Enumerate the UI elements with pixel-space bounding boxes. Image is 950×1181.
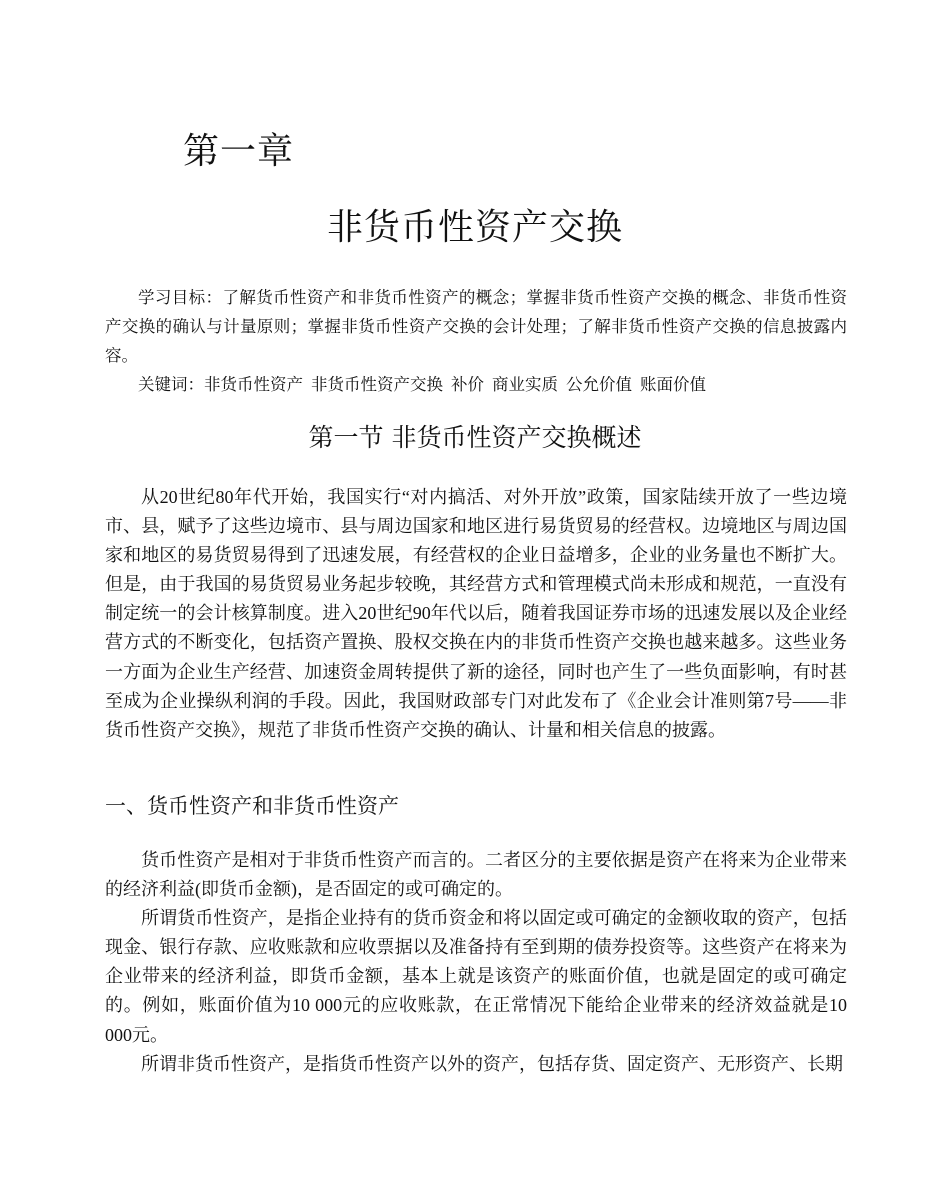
keyword-item: 商业实质 xyxy=(492,375,558,394)
section-title: 第一节 非货币性资产交换概述 xyxy=(308,423,642,452)
learning-objectives xyxy=(105,283,847,370)
body-paragraph: 从20世纪80年代开始，我国实行“对内搞活、对外开放”政策，国家陆续开放了一些边境市、县，赋予了这些边境市、县与周边国家和地区进行易货贸易的经营权。边境地区与周边国家和地区的易货贸易得到了迅速发展，有经营权的企业日益增多，企业的业务量也不断扩大。但是，由于我国的易货贸易业务起步较晚，其经营方式和管理模式尚未形成和规范，一直没有制定统一的会计核算制度。进入20世纪90年代以后，随着我国证券市场的迅速发展以及企业经营方式的不断变化，包括资产置换、股权交换在内的非货币性资产交换也越来越多。这些业务一方面为企业生产经营、加速资金周转提供了新的途径，同时也产生了一些负面影响，有时甚至成为企业操纵利润的手段。因此，我国财政部专门对此发布了《企业会计准则第7号——非货币性资产交换》，规范了非货币性资产交换的确认、计量和相关信息的披露。 xyxy=(105,487,847,740)
keywords xyxy=(105,370,847,399)
learning-objectives-text: 了解货币性资产和非货币性资产的概念；掌握非货币性资产交换的概念、非货币性资产交换的确认与计量原则；掌握非货币性资产交换的会计处理；了解非货币性资产交换的信息披露内容。 xyxy=(105,288,848,365)
body-paragraph: 货币性资产是相对于非货币性资产而言的。二者区分的主要依据是资产在将来为企业带来的经济利益(即货币金额)，是否固定的或可确定的。 xyxy=(105,850,847,900)
keywords-label: 关键词： xyxy=(138,375,204,394)
keyword-item: 非货币性资产交换 xyxy=(311,375,443,394)
learning-objectives-label: 学习目标： xyxy=(138,288,223,307)
keyword-item: 非货币性资产 xyxy=(204,375,303,394)
chapter-number: 第一章 xyxy=(183,131,295,172)
subsection-title: 一、货币性资产和非货币性资产 xyxy=(105,794,399,818)
chapter-intro xyxy=(105,283,847,399)
keyword-item: 账面价值 xyxy=(640,375,706,394)
subsection-body xyxy=(105,846,847,1079)
body-paragraph: 所谓非货币性资产，是指货币性资产以外的资产，包括存货、固定资产、无形资产、长期 xyxy=(141,1053,843,1074)
keyword-item: 补价 xyxy=(451,375,484,394)
chapter-title: 非货币性资产交换 xyxy=(326,207,623,248)
body-paragraph: 所谓货币性资产，是指企业持有的货币资金和将以固定或可确定的金额收取的资产，包括现金、银行存款、应收账款和应收票据以及准备持有至到期的债券投资等。这些资产在将来为企业带来的经济利益，即货币金额，基本上就是该资产的账面价值，也就是固定的或可确定的。例如，账面价值为10 000元的应收账款，在正常情况下能给企业带来的经济效益就是10 000元。 xyxy=(105,908,847,1045)
keyword-item: 公允价值 xyxy=(566,375,632,394)
section-body xyxy=(105,483,847,745)
